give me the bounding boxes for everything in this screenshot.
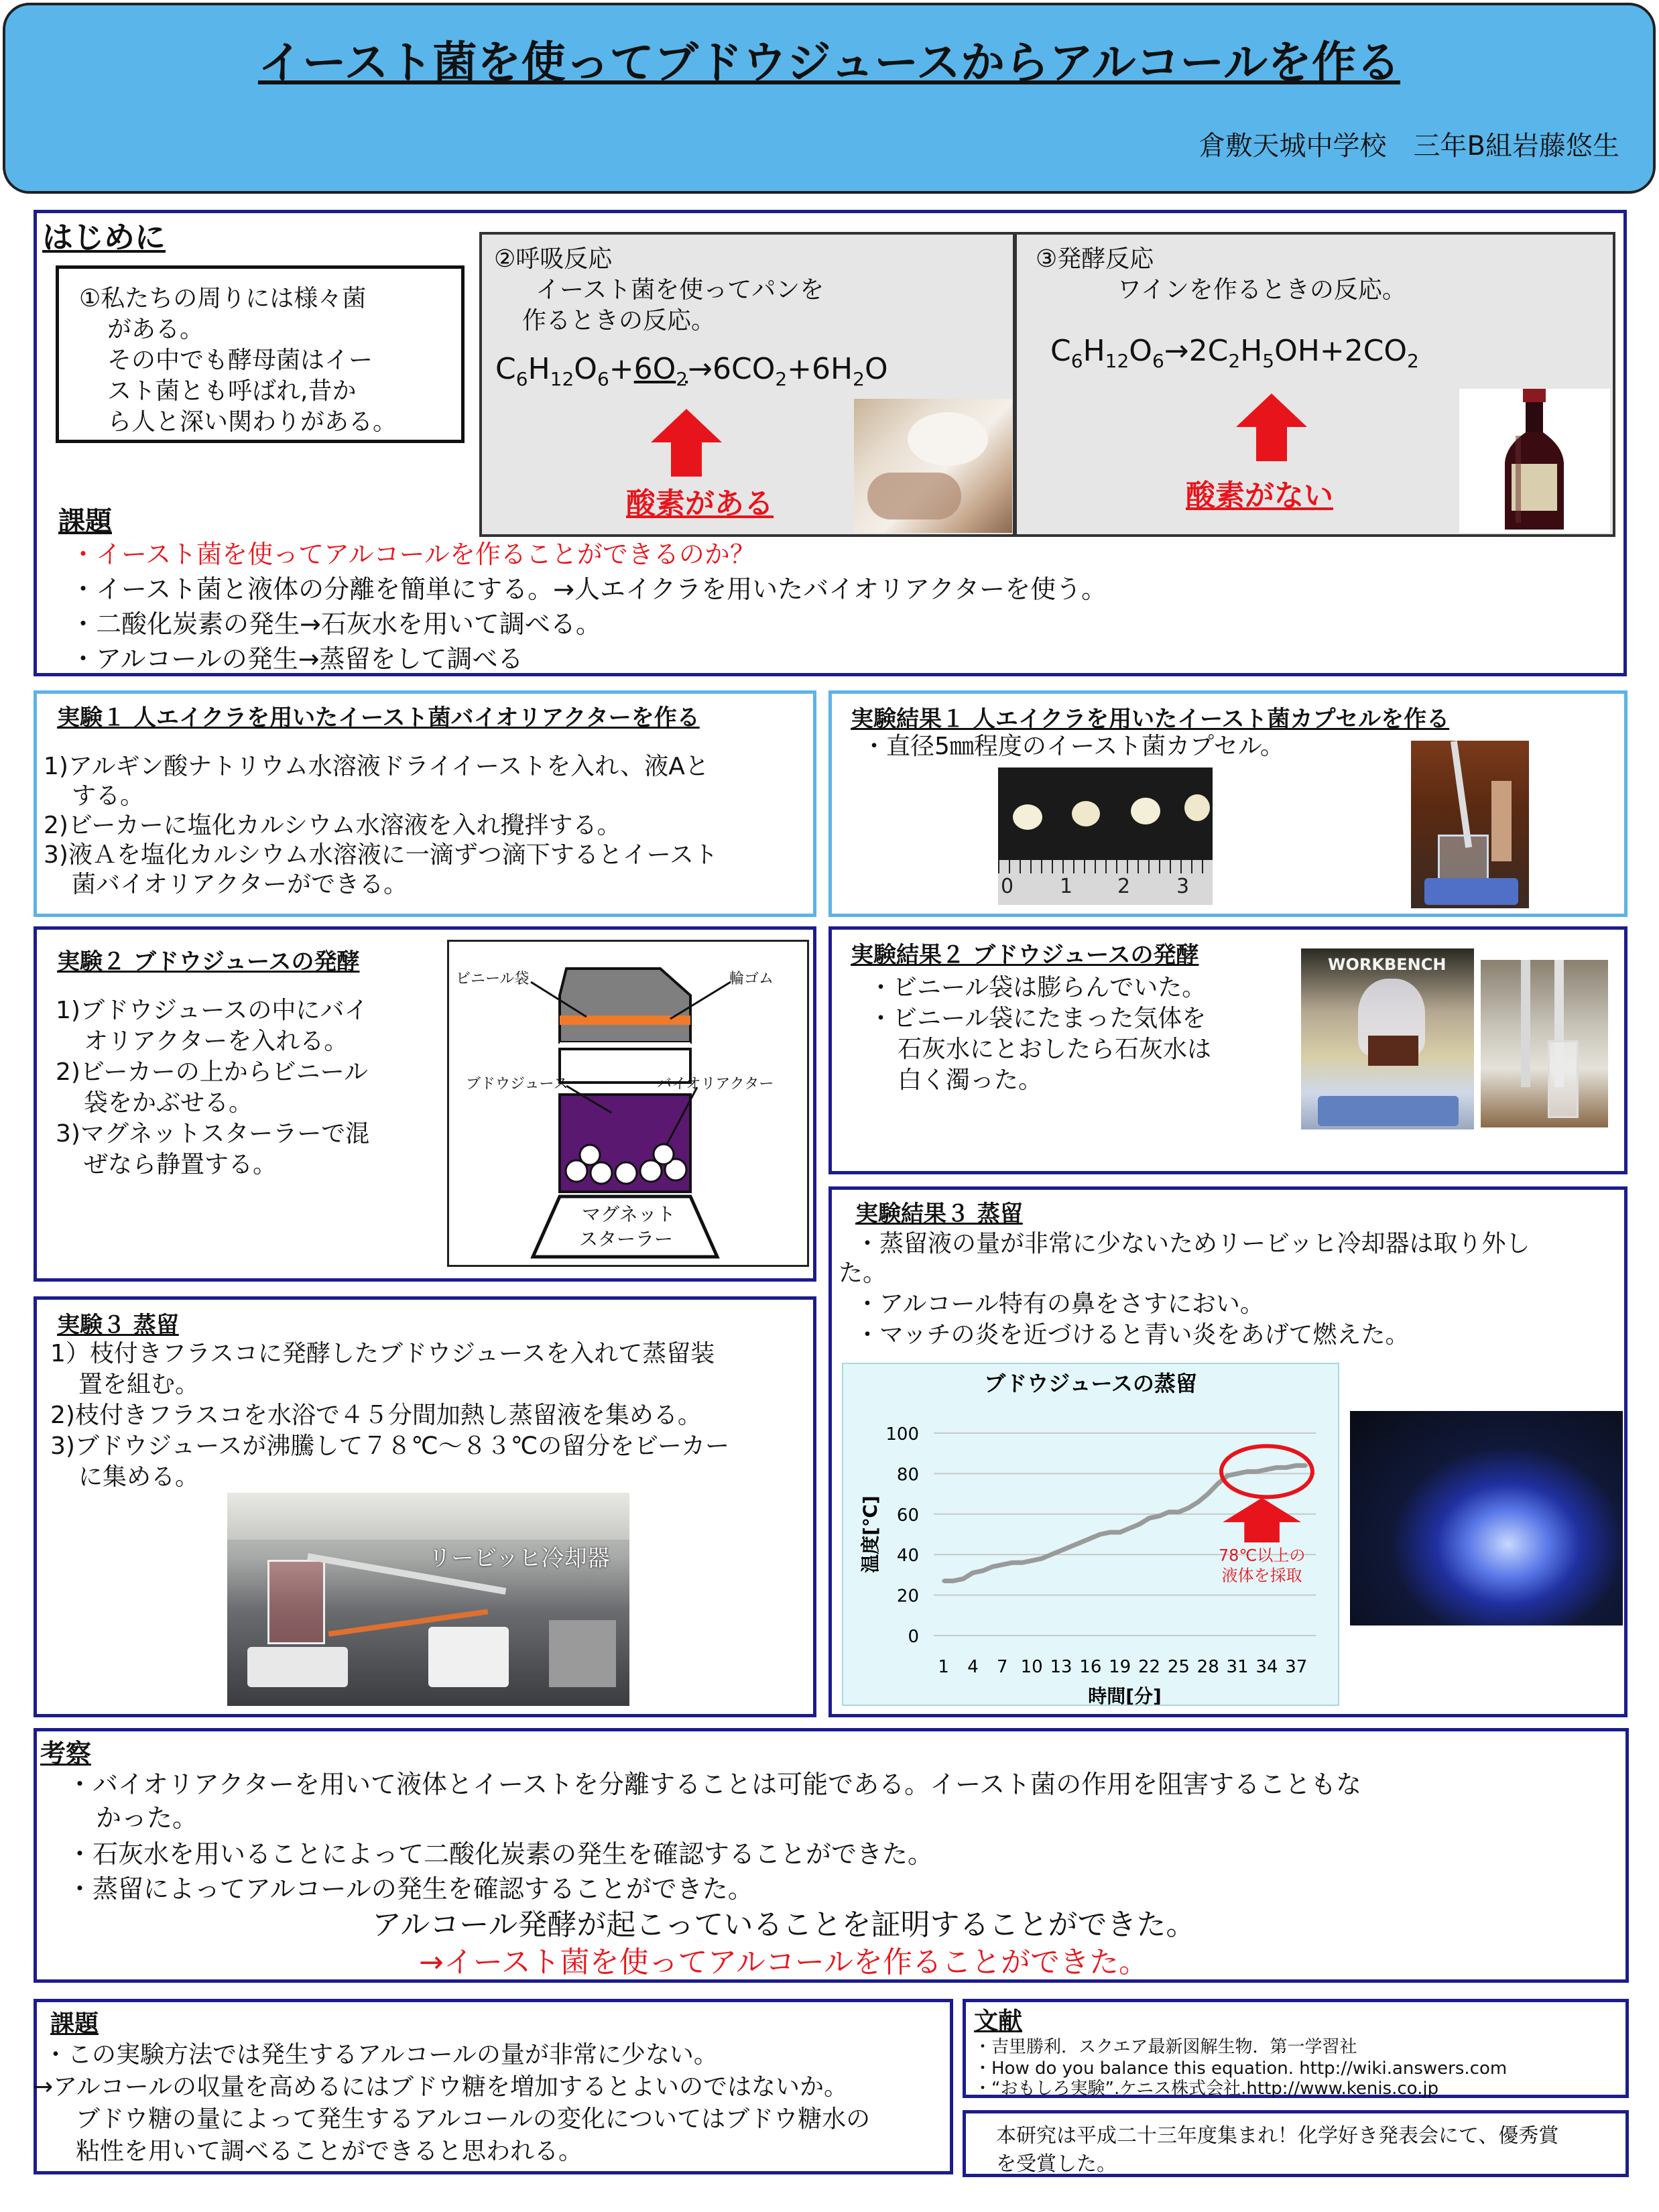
kadai-item: ・イースト菌と液体の分離を簡単にする。→人エイクラを用いたバイオリアクターを使う。 bbox=[70, 574, 1107, 604]
oxygen-absent-label: 酸素がない bbox=[1186, 479, 1333, 513]
distillation-photo bbox=[227, 1493, 629, 1706]
result3-line: ・マッチの炎を近づけると青い炎をあげて燃えた。 bbox=[855, 1321, 1410, 1349]
exp3-line: 置を組む。 bbox=[78, 1371, 200, 1398]
result1-text: ・直径5㎜程度のイースト菌カプセル。 bbox=[862, 733, 1284, 760]
result3-heading: 実験結果３ 蒸留 bbox=[855, 1201, 1023, 1227]
data-point bbox=[1118, 1530, 1121, 1534]
lime-water-photo bbox=[1481, 960, 1608, 1127]
fermentation-bag-photo bbox=[1301, 948, 1474, 1129]
title-banner bbox=[3, 3, 1656, 194]
data-point bbox=[1138, 1522, 1141, 1526]
x-tick-label: 7 bbox=[997, 1657, 1008, 1677]
discussion-line: ・蒸留によってアルコールの発生を確認することができた。 bbox=[67, 1874, 753, 1904]
photo-sign-text: WORKBENCH bbox=[1328, 955, 1447, 974]
data-point bbox=[1099, 1533, 1102, 1536]
exp2-line: オリアクターを入れる。 bbox=[84, 1028, 349, 1055]
annotation-text: 液体を採取 bbox=[1221, 1566, 1302, 1585]
label-juice: ブドウジュース bbox=[466, 1076, 568, 1093]
intro-box-1-line: ①私たちの周りには様々菌 bbox=[79, 285, 367, 312]
yeast-capsule-photo bbox=[998, 767, 1213, 905]
award-panel bbox=[963, 2110, 1629, 2177]
data-point bbox=[1089, 1537, 1092, 1540]
result3-line: ・アルコール特有の鼻をさすにおい。 bbox=[855, 1290, 1264, 1318]
respiration-desc: イースト菌を使ってパンを bbox=[536, 276, 824, 304]
data-point bbox=[1177, 1510, 1180, 1514]
data-point bbox=[1010, 1561, 1013, 1564]
y-axis-label: 温度[℃] bbox=[859, 1495, 881, 1573]
intro-heading: はじめに bbox=[42, 219, 166, 255]
exp1-line: 3)液Ａを塩化カルシウム水溶液に一滴ずつ滴下するとイースト bbox=[44, 841, 718, 869]
data-point bbox=[1167, 1510, 1170, 1514]
data-point bbox=[1109, 1530, 1112, 1534]
oxygen-present-label: 酸素がある bbox=[626, 487, 774, 521]
kadai-item: ・二酸化炭素の発生→石灰水を用いて調べる。 bbox=[70, 609, 601, 639]
ruler-label: 3 bbox=[1176, 875, 1190, 898]
exp2-line: 1)ブドウジュースの中にバイ bbox=[56, 997, 369, 1024]
data-point bbox=[1030, 1559, 1034, 1562]
reference-item: ・How do you balance this equation. http://wiki.answers.com bbox=[974, 2059, 1508, 2079]
references-panel bbox=[963, 1999, 1629, 2098]
discussion-panel bbox=[34, 1728, 1629, 1983]
reference-item: ・吉里勝利．スクエア最新図解生物．第一学習社 bbox=[974, 2037, 1357, 2057]
exp1-heading: 実験１ 人エイクラを用いたイースト菌バイオリアクターを作る bbox=[57, 704, 700, 731]
future-line: 粘性を用いて調べることができると思われる。 bbox=[76, 2138, 583, 2165]
blue-flame-photo bbox=[1350, 1411, 1623, 1625]
result2-line: ・ビニール袋は膨らんでいた。 bbox=[869, 974, 1207, 1001]
data-point bbox=[1304, 1464, 1308, 1467]
chart-svg bbox=[843, 1364, 1338, 1705]
discussion-line: ・バイオリアクターを用いて液体とイーストを分離することは可能である。イースト菌の作用を阻害することもな bbox=[67, 1770, 1362, 1799]
ruler-label: 1 bbox=[1060, 875, 1073, 898]
result2-panel bbox=[828, 926, 1627, 1174]
result2-line: 石灰水にとおしたら石灰水は bbox=[898, 1036, 1212, 1063]
exp1-panel bbox=[34, 690, 816, 917]
data-point bbox=[971, 1571, 975, 1575]
respiration-title: ②呼吸反応 bbox=[494, 245, 613, 273]
data-point bbox=[1158, 1514, 1161, 1518]
future-line: ブドウ糖の量によって発生するアルコールの変化についてはブドウ糖水の bbox=[76, 2105, 871, 2133]
label-stirrer: マグネット bbox=[582, 1203, 676, 1225]
data-point bbox=[952, 1579, 955, 1583]
exp1-line: 菌バイオリアクターができる。 bbox=[72, 871, 408, 898]
data-point bbox=[981, 1569, 985, 1573]
data-point bbox=[1069, 1545, 1072, 1548]
y-tick-label: 20 bbox=[896, 1586, 919, 1607]
result1-panel bbox=[828, 690, 1627, 917]
poster-title: イースト菌を使ってブドウジュースからアルコールを作る bbox=[257, 37, 1401, 88]
data-point bbox=[1294, 1464, 1298, 1467]
bread-dough-photo bbox=[854, 399, 1012, 533]
exp1-line: 2)ビーカーに塩化カルシウム水溶液を入れ攪拌する。 bbox=[44, 812, 621, 839]
x-tick-label: 1 bbox=[938, 1657, 949, 1677]
ruler-label: 2 bbox=[1117, 875, 1131, 898]
reference-item: ・“おもしろ実験”.ケニス株式会社.http://www.kenis.co.jp bbox=[974, 2079, 1439, 2099]
fermentation-equation: $C_6H_{12}O_6\to 2C_2H_5OH+2CO_2$ bbox=[1050, 334, 1419, 372]
data-point bbox=[1207, 1492, 1210, 1495]
up-arrow-icon bbox=[650, 408, 723, 478]
data-point bbox=[1040, 1557, 1043, 1560]
result1-heading: 実験結果１ 人エイクラを用いたイースト菌カプセルを作る bbox=[851, 706, 1450, 733]
exp2-heading: 実験２ ブドウジュースの発酵 bbox=[57, 948, 360, 975]
exp2-line: 袋をかぶせる。 bbox=[84, 1089, 253, 1117]
fermentation-title: ③発酵反応 bbox=[1036, 245, 1154, 273]
x-tick-label: 19 bbox=[1109, 1657, 1131, 1677]
chart-title: ブドウジュースの蒸留 bbox=[984, 1371, 1197, 1396]
annotation-text: 78℃以上の bbox=[1218, 1546, 1306, 1565]
data-point bbox=[961, 1577, 965, 1581]
exp1-line: 1)アルギン酸ナトリウム水溶液ドライイーストを入れ、液Aと bbox=[44, 753, 709, 780]
data-point bbox=[1265, 1468, 1268, 1471]
intro-box-1-line: その中でも酵母菌はイー bbox=[107, 347, 373, 374]
x-axis-label: 時間[分] bbox=[1088, 1685, 1162, 1705]
data-point bbox=[1245, 1470, 1249, 1473]
distillation-chart bbox=[842, 1363, 1339, 1706]
exp2-panel bbox=[34, 926, 816, 1282]
dropping-photo bbox=[1411, 741, 1529, 908]
future-panel bbox=[34, 1999, 953, 2174]
data-point bbox=[942, 1579, 945, 1583]
up-arrow-icon bbox=[1235, 392, 1308, 463]
future-line: →アルコールの収量を高めるにはブドウ糖を増加するとよいのではないか。 bbox=[33, 2073, 849, 2101]
data-point bbox=[1050, 1553, 1053, 1556]
x-tick-label: 25 bbox=[1167, 1657, 1190, 1677]
data-point bbox=[1001, 1563, 1004, 1566]
annotation-arrow-icon bbox=[1223, 1498, 1301, 1542]
y-tick-label: 100 bbox=[885, 1424, 919, 1445]
label-rubber: 輪ゴム bbox=[729, 971, 774, 987]
intro-panel bbox=[34, 210, 1627, 676]
exp2-line: 3)マグネットスターラーで混 bbox=[56, 1120, 370, 1148]
data-point bbox=[1187, 1506, 1190, 1510]
discussion-line: かった。 bbox=[96, 1803, 198, 1833]
result3-line: た。 bbox=[839, 1259, 887, 1287]
x-tick-label: 22 bbox=[1138, 1657, 1161, 1677]
condenser-label: リービッヒ冷却器 bbox=[428, 1545, 610, 1572]
conclusion-2: →イースト菌を使ってアルコールを作ることができた。 bbox=[419, 1945, 1149, 1979]
future-line: ・この実験方法では発生するアルコールの量が非常に少ない。 bbox=[44, 2041, 718, 2069]
exp3-line: に集める。 bbox=[78, 1463, 200, 1491]
discussion-line: ・石灰水を用いることによって二酸化炭素の発生を確認することができた。 bbox=[67, 1839, 934, 1869]
data-point bbox=[1216, 1482, 1219, 1485]
exp2-line: 2)ビーカーの上からビニール bbox=[56, 1058, 369, 1086]
data-point bbox=[1226, 1474, 1229, 1477]
data-point bbox=[1060, 1549, 1063, 1552]
data-point bbox=[1236, 1472, 1239, 1475]
data-point bbox=[1285, 1466, 1288, 1469]
result3-panel bbox=[828, 1186, 1627, 1717]
data-point bbox=[1275, 1466, 1278, 1469]
y-tick-label: 0 bbox=[908, 1627, 919, 1647]
data-point bbox=[1196, 1500, 1200, 1503]
respiration-box bbox=[479, 232, 1016, 537]
data-point bbox=[1020, 1561, 1024, 1564]
intro-box-1 bbox=[56, 265, 465, 443]
result2-heading: 実験結果２ ブドウジュースの発酵 bbox=[851, 942, 1199, 969]
exp1-line: する。 bbox=[72, 782, 145, 810]
kadai-item: ・アルコールの発生→蒸留をして調べる bbox=[70, 644, 524, 674]
x-tick-label: 31 bbox=[1226, 1657, 1249, 1677]
x-tick-label: 34 bbox=[1255, 1657, 1278, 1677]
conclusion-1: アルコール発酵が起こっていることを証明することができた。 bbox=[372, 1908, 1196, 1942]
exp3-line: 2)枝付きフラスコを水浴で４５分間加熱し蒸留液を集める。 bbox=[50, 1402, 702, 1429]
intro-box-1-line: ら人と深い関わりがある。 bbox=[107, 408, 397, 436]
label-reactor: バイオリアクター bbox=[657, 1076, 774, 1093]
poster-author: 倉敷天城中学校 三年B組岩藤悠生 bbox=[1199, 131, 1619, 162]
exp3-line: 1）枝付きフラスコに発酵したブドウジュースを入れて蒸留装 bbox=[50, 1340, 715, 1367]
x-tick-label: 10 bbox=[1020, 1657, 1043, 1677]
kadai-item: ・イースト菌を使ってアルコールを作ることができるのか？ bbox=[70, 540, 755, 569]
data-point bbox=[991, 1565, 994, 1569]
x-tick-label: 37 bbox=[1285, 1657, 1308, 1677]
y-tick-label: 80 bbox=[896, 1465, 919, 1485]
label-bag: ビニール袋 bbox=[456, 971, 530, 987]
fermentation-box bbox=[1014, 232, 1615, 537]
x-tick-label: 13 bbox=[1050, 1657, 1072, 1677]
data-point bbox=[1148, 1516, 1151, 1520]
fermentation-diagram bbox=[447, 940, 809, 1267]
wine-bottle-photo bbox=[1459, 389, 1610, 533]
x-tick-label: 28 bbox=[1196, 1657, 1219, 1677]
intro-kadai-heading: 課題 bbox=[58, 506, 112, 537]
result3-line: ・蒸留液の量が非常に少ないためリービッヒ冷却器は取り外し bbox=[855, 1230, 1530, 1257]
exp3-heading: 実験３ 蒸留 bbox=[57, 1312, 179, 1339]
result2-line: 白く濁った。 bbox=[898, 1066, 1043, 1094]
future-heading: 課題 bbox=[50, 2010, 99, 2038]
x-tick-label: 16 bbox=[1079, 1657, 1102, 1677]
award-line: を受賞した。 bbox=[996, 2152, 1117, 2176]
intro-box-1-line: がある。 bbox=[107, 316, 204, 343]
label-stirrer: スターラー bbox=[579, 1228, 674, 1250]
data-point bbox=[1255, 1470, 1259, 1473]
respiration-desc: 作るときの反応。 bbox=[522, 307, 716, 334]
y-tick-label: 40 bbox=[896, 1546, 919, 1566]
intro-box-1-line: スト菌とも呼ばれ,昔か bbox=[107, 377, 357, 405]
data-point bbox=[1079, 1541, 1083, 1544]
discussion-heading: 考察 bbox=[40, 1739, 92, 1768]
exp2-line: ぜなら静置する。 bbox=[84, 1151, 278, 1178]
data-point bbox=[1128, 1526, 1131, 1530]
result2-line: ・ビニール袋にたまった気体を bbox=[869, 1005, 1207, 1032]
references-heading: 文献 bbox=[974, 2008, 1023, 2035]
y-tick-label: 60 bbox=[896, 1505, 919, 1526]
fermentation-desc: ワインを作るときの反応。 bbox=[1117, 276, 1406, 304]
x-tick-label: 4 bbox=[967, 1657, 979, 1677]
ruler-label: 0 bbox=[1001, 875, 1014, 898]
respiration-equation: $C_6H_{12}O_6+6O_2\to 6CO_2+6H_2O$ bbox=[495, 352, 888, 390]
award-line: 本研究は平成二十三年度集まれ！化学好き発表会にて、優秀賞 bbox=[996, 2124, 1559, 2148]
exp3-line: 3)ブドウジュースが沸騰して７８℃～８３℃の留分をビーカー bbox=[50, 1432, 730, 1460]
exp3-panel bbox=[34, 1296, 816, 1717]
